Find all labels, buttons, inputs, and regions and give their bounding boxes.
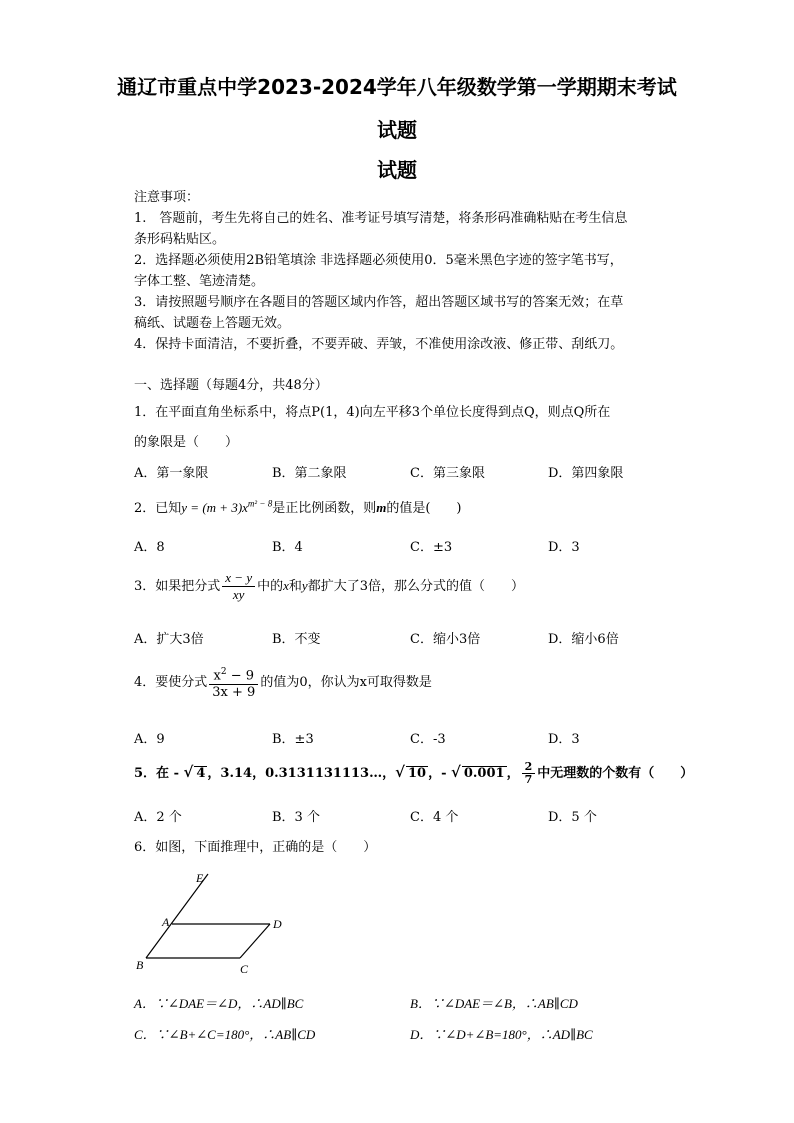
notice-item-3a: 3．请按照题号顺序在各题目的答题区域内作答，超出答题区域书写的答案无效；在草 xyxy=(134,295,624,310)
question-2-var-m: m xyxy=(376,500,387,515)
question-5-radicand-1: 4 xyxy=(196,766,206,781)
question-1-option-d[interactable]: D．第四象限 xyxy=(548,466,624,481)
section-heading: 一、选择题（每题4分，共48分） xyxy=(134,378,328,393)
question-2-formula-exponent: m² − 8 xyxy=(247,498,273,509)
question-3-option-c[interactable]: C．缩小3倍 xyxy=(410,632,481,647)
question-4-option-d[interactable]: D．3 xyxy=(548,732,580,747)
question-4-fraction-numerator xyxy=(209,664,258,685)
exam-title-line1: 通辽市重点中学2023-2024学年八年级数学第一学期期末考试 xyxy=(117,75,677,99)
figure-label-c: C xyxy=(240,962,249,976)
question-3-fraction xyxy=(222,570,255,603)
question-3-option-d[interactable]: D．缩小6倍 xyxy=(548,632,619,647)
question-2-stem xyxy=(134,497,462,516)
question-1-stem-line1: 1．在平面直角坐标系中，将点P(1，4)向左平移3个单位长度得到点Q，则点Q所在 xyxy=(134,405,611,420)
question-3-var-x: x xyxy=(283,578,289,593)
question-5-stem-mid2: ，- xyxy=(428,766,451,781)
question-3-option-a[interactable]: A．扩大3倍 xyxy=(134,632,204,647)
question-5-option-c[interactable]: C．4 个 xyxy=(410,810,459,825)
question-3-option-b[interactable]: B．不变 xyxy=(272,632,321,647)
sqrt-sign-icon: √ xyxy=(450,763,461,781)
question-2-stem-post-a: 是正比例函数，则 xyxy=(272,501,377,516)
line-cd xyxy=(240,924,270,958)
question-3-stem-pre: 3．如果把分式 xyxy=(134,579,221,594)
question-4-stem-post: 的值为0，你认为x可取得数是 xyxy=(260,675,432,691)
question-3-fraction-numerator: x − y xyxy=(222,570,255,587)
question-4-option-c[interactable]: C．-3 xyxy=(410,732,446,747)
question-4-fraction-denominator: 3x + 9 xyxy=(212,685,256,701)
question-5-option-a[interactable]: A．2 个 xyxy=(134,810,182,825)
question-3-fraction-denominator: xy xyxy=(232,587,245,602)
question-4-option-a[interactable]: A．9 xyxy=(134,732,165,747)
notice-item-1b: 条形码粘贴区。 xyxy=(134,232,226,247)
question-5-stem-mid3: ， xyxy=(506,766,520,781)
question-2-option-d[interactable]: D．3 xyxy=(548,540,580,555)
question-5-option-b[interactable]: B．3 个 xyxy=(272,810,320,825)
figure-label-a: A xyxy=(162,915,170,929)
question-1-stem-line2: 的象限是（ ） xyxy=(134,435,239,450)
figure-label-e: E xyxy=(196,871,204,885)
notice-item-3b: 稿纸、试题卷上答题无效。 xyxy=(134,316,291,331)
question-3-var-y: y xyxy=(301,578,308,593)
question-6-option-c[interactable]: C．∵∠B+∠C=180°，∴AB∥CD xyxy=(134,1027,316,1042)
sqrt-sign-icon: √ xyxy=(395,763,405,781)
sqrt-sign-icon: √ xyxy=(183,763,194,781)
question-4-stem-pre: 4．要使分式 xyxy=(134,675,208,691)
question-1-option-c[interactable]: C．第三象限 xyxy=(410,466,485,481)
question-5-fraction xyxy=(522,761,536,786)
exam-title-line3: 试题 xyxy=(377,158,417,182)
question-2-stem-pre: 2．已知 xyxy=(134,501,182,516)
question-2-formula xyxy=(181,500,272,515)
question-4-fraction xyxy=(209,664,258,701)
figure-label-d: D xyxy=(273,917,282,931)
question-5-option-d[interactable]: D．5 个 xyxy=(548,810,597,825)
question-3-stem-post: 都扩大了3倍，那么分式的值（ ） xyxy=(307,579,524,594)
notice-item-1a: 1. 答题前，考生先将自己的姓名、准考证号填写清楚，将条形码准确粘贴在考生信息 xyxy=(134,211,628,226)
question-2-stem-post-b: 的值是( ) xyxy=(386,501,462,516)
line-be xyxy=(146,874,208,958)
question-3-stem xyxy=(134,570,524,603)
question-4-num-base: x xyxy=(213,668,221,684)
question-5-fraction-denominator: 7 xyxy=(524,773,533,786)
question-5-radicand-2: 10 xyxy=(407,766,427,781)
question-2-option-a[interactable]: A．8 xyxy=(134,540,165,555)
question-2-option-c[interactable]: C．±3 xyxy=(410,540,453,555)
question-5-fraction-numerator: 2 xyxy=(522,761,536,774)
question-6-stem: 6．如图，下面推理中，正确的是（ ） xyxy=(134,840,377,855)
question-6-option-b[interactable]: B．∵∠DAE＝∠B，∴AB∥CD xyxy=(410,996,578,1011)
figure-label-b: B xyxy=(136,958,144,972)
question-3-stem-mid-b: 和 xyxy=(288,579,302,594)
parallelogram-figure xyxy=(130,868,300,980)
question-2-formula-main: y = (m + 3)x xyxy=(181,500,248,515)
question-5-stem-mid1: ，3.14，0.3131131113…， xyxy=(207,766,396,781)
notice-item-4: 4．保持卡面清洁，不要折叠，不要弄破、弄皱，不准使用涂改液、修正带、刮纸刀。 xyxy=(134,337,624,352)
question-6-option-d[interactable]: D．∵∠D+∠B=180°，∴AD∥BC xyxy=(410,1027,593,1042)
exam-title-line2: 试题 xyxy=(377,118,417,142)
question-3-stem-mid-a: 中的 xyxy=(257,579,284,594)
notice-item-2b: 字体工整、笔迹清楚。 xyxy=(134,274,265,289)
notice-heading: 注意事项： xyxy=(134,190,200,205)
question-5-radicand-3: 0.001 xyxy=(463,766,505,781)
question-1-option-a[interactable]: A．第一象限 xyxy=(134,466,209,481)
question-4-option-b[interactable]: B．±3 xyxy=(272,732,314,747)
question-5-stem xyxy=(134,761,693,786)
notice-item-2a: 2．选择题必须使用2B铅笔填涂 非选择题必须使用0．5毫米黑色字迹的签字笔书写， xyxy=(134,253,623,268)
question-4-num-exp: 2 xyxy=(220,667,227,677)
question-4-num-rest: − 9 xyxy=(226,668,255,684)
question-2-option-b[interactable]: B．4 xyxy=(272,540,303,555)
question-5-stem-post: 中无理数的个数有（ ） xyxy=(537,766,694,781)
question-5-stem-pre: 5．在 - xyxy=(134,766,184,781)
question-4-stem xyxy=(134,664,432,701)
question-6-option-a[interactable]: A．∵∠DAE＝∠D，∴AD∥BC xyxy=(134,996,304,1011)
question-1-option-b[interactable]: B．第二象限 xyxy=(272,466,347,481)
